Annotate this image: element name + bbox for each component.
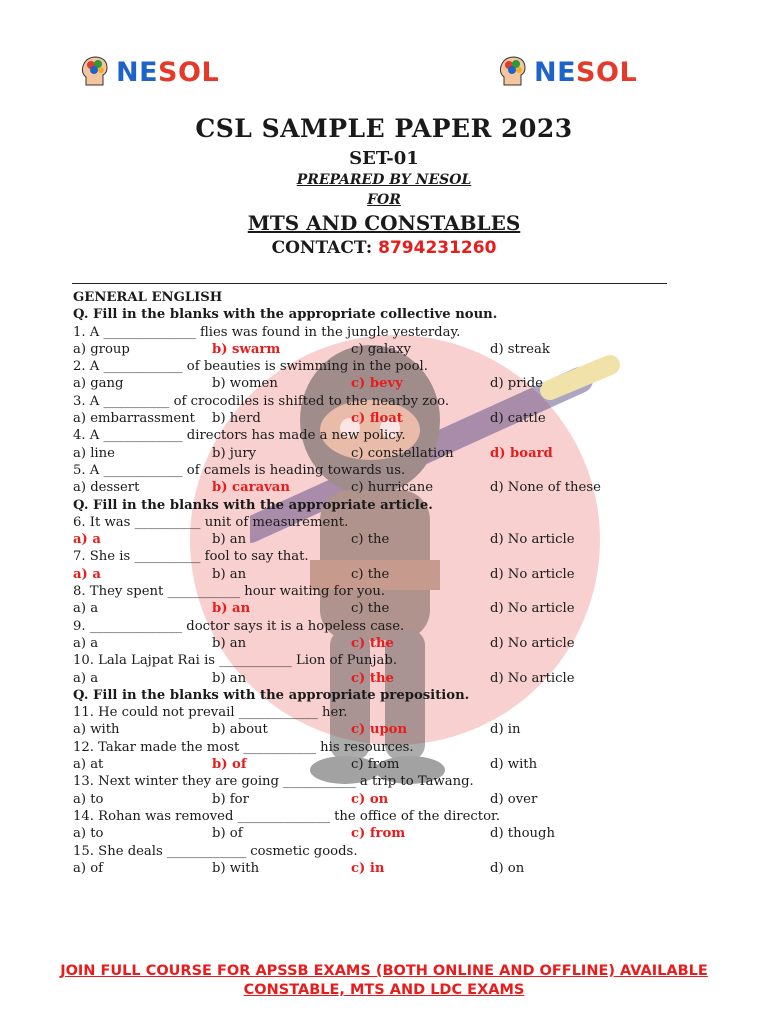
option: d) None of these	[490, 480, 601, 496]
options-row	[73, 375, 693, 392]
options-row	[73, 860, 693, 877]
option: b) an	[212, 532, 247, 548]
answer-option: c) the	[351, 635, 394, 651]
option: d) with	[490, 757, 538, 773]
option: c) the	[351, 532, 390, 548]
contact-label: CONTACT:	[271, 238, 379, 258]
option: c) hurricane	[351, 480, 434, 496]
option: a) with	[73, 722, 120, 738]
option: b) jury	[212, 445, 257, 461]
option: b) with	[212, 860, 260, 876]
option: d) No article	[490, 532, 575, 548]
option: a) dessert	[73, 480, 140, 496]
option: d) No article	[490, 635, 575, 651]
option: d) cattle	[490, 411, 546, 427]
question-text: 2. A ____________ of beauties is swimming in the pool.	[73, 359, 428, 375]
option: d) in	[490, 722, 521, 738]
question-text: 8. They spent ___________ hour waiting for you.	[73, 584, 386, 600]
answer-option: b) an	[212, 601, 251, 617]
question-list	[73, 289, 693, 877]
paper-title: CSL SAMPLE PAPER 2023	[195, 114, 573, 143]
option: a) a	[73, 670, 99, 686]
options-row	[73, 670, 693, 687]
option: b) an	[212, 566, 247, 582]
question-text: 15. She deals ____________ cosmetic goods.	[73, 843, 358, 859]
option: b) an	[212, 670, 247, 686]
option: d) streak	[490, 341, 550, 357]
question-text: 4. A ____________ directors has made a new policy.	[73, 428, 406, 444]
brain-icon	[498, 55, 528, 89]
option: b) about	[212, 722, 268, 738]
question-text: 11. He could not prevail ____________ her.	[73, 705, 348, 721]
option: a) a	[73, 601, 99, 617]
answer-option: c) bevy	[351, 376, 403, 392]
option: a) embarrassment	[73, 411, 195, 427]
option: a) gang	[73, 376, 124, 392]
promo-line-2: CONSTABLE, MTS AND LDC EXAMS	[243, 982, 525, 998]
option: a) to	[73, 791, 104, 807]
divider	[72, 283, 667, 284]
option: d) pride	[490, 376, 543, 392]
brain-icon	[80, 55, 110, 89]
logo-text: NESOL	[534, 56, 638, 88]
answer-option: d) board	[490, 445, 553, 461]
answer-option: b) of	[212, 757, 247, 773]
section-heading: Q. Fill in the blanks with the appropriate collective noun.	[73, 307, 498, 323]
question-text: 10. Lala Lajpat Rai is ___________ Lion of Punjab.	[73, 653, 398, 669]
prepared-by: PREPARED BY NESOL	[296, 172, 472, 188]
option: c) galaxy	[351, 341, 411, 357]
answer-option: c) the	[351, 670, 394, 686]
option: b) an	[212, 635, 247, 651]
answer-option: b) swarm	[212, 341, 281, 357]
option: c) from	[351, 757, 400, 773]
question-text: 1. A ______________ flies was found in the jungle yesterday.	[73, 324, 461, 340]
question-text: 9. ______________ doctor says it is a hopeless case.	[73, 618, 405, 634]
promo-footer	[0, 962, 768, 1000]
option: a) a	[73, 635, 99, 651]
options-row	[73, 721, 693, 738]
question-text: 3. A __________ of crocodiles is shifted to the nearby zoo.	[73, 393, 450, 409]
option: b) herd	[212, 411, 261, 427]
option: a) at	[73, 757, 104, 773]
option: d) over	[490, 791, 538, 807]
answer-option: a) a	[73, 566, 101, 582]
options-row	[73, 600, 693, 617]
section-heading: Q. Fill in the blanks with the appropriate article.	[73, 497, 433, 513]
question-text: 14. Rohan was removed ______________ the office of the director.	[73, 808, 501, 824]
option: b) for	[212, 791, 249, 807]
set-number: SET-01	[349, 148, 419, 169]
answer-option: c) float	[351, 411, 403, 427]
option: a) to	[73, 826, 104, 842]
nesol-logo-left	[80, 55, 219, 89]
section-heading: GENERAL ENGLISH	[73, 290, 223, 305]
options-row	[73, 479, 693, 496]
promo-line-1: JOIN FULL COURSE FOR APSSB EXAMS (BOTH ONLINE AND OFFLINE) AVAILABLE	[60, 963, 708, 979]
option: c) the	[351, 601, 390, 617]
option: a) line	[73, 445, 115, 461]
options-row	[73, 531, 693, 548]
for-label: FOR	[367, 192, 401, 208]
option: d) on	[490, 860, 525, 876]
question-text: 13. Next winter they are going ___________ a trip to Tawang.	[73, 774, 474, 790]
answer-option: a) a	[73, 532, 101, 548]
option: d) No article	[490, 566, 575, 582]
options-row	[73, 341, 693, 358]
option: b) women	[212, 376, 278, 392]
answer-option: b) caravan	[212, 480, 290, 496]
nesol-logo-right	[498, 55, 637, 89]
options-row	[73, 410, 693, 427]
option: c) the	[351, 566, 390, 582]
options-row	[73, 756, 693, 773]
answer-option: c) on	[351, 791, 389, 807]
answer-option: c) in	[351, 860, 385, 876]
options-row	[73, 445, 693, 462]
options-row	[73, 825, 693, 842]
logo-text: NESOL	[116, 56, 220, 88]
option: d) No article	[490, 601, 575, 617]
audience: MTS AND CONSTABLES	[247, 211, 521, 235]
options-row	[73, 635, 693, 652]
option: d) No article	[490, 670, 575, 686]
question-text: 12. Takar made the most ___________ his resources.	[73, 739, 414, 755]
answer-option: c) from	[351, 826, 406, 842]
answer-option: c) upon	[351, 722, 408, 738]
question-text: 6. It was __________ unit of measurement.	[73, 514, 349, 530]
options-row	[73, 566, 693, 583]
question-text: 7. She is __________ fool to say that.	[73, 549, 309, 565]
option: b) of	[212, 826, 243, 842]
section-heading: Q. Fill in the blanks with the appropriate preposition.	[73, 687, 470, 703]
contact-line	[0, 238, 768, 258]
contact-number: 8794231260	[378, 238, 497, 258]
option: c) constellation	[351, 445, 454, 461]
option: a) of	[73, 860, 104, 876]
option: d) though	[490, 826, 555, 842]
options-row	[73, 791, 693, 808]
question-text: 5. A ____________ of camels is heading towards us.	[73, 462, 406, 478]
option: a) group	[73, 341, 130, 357]
